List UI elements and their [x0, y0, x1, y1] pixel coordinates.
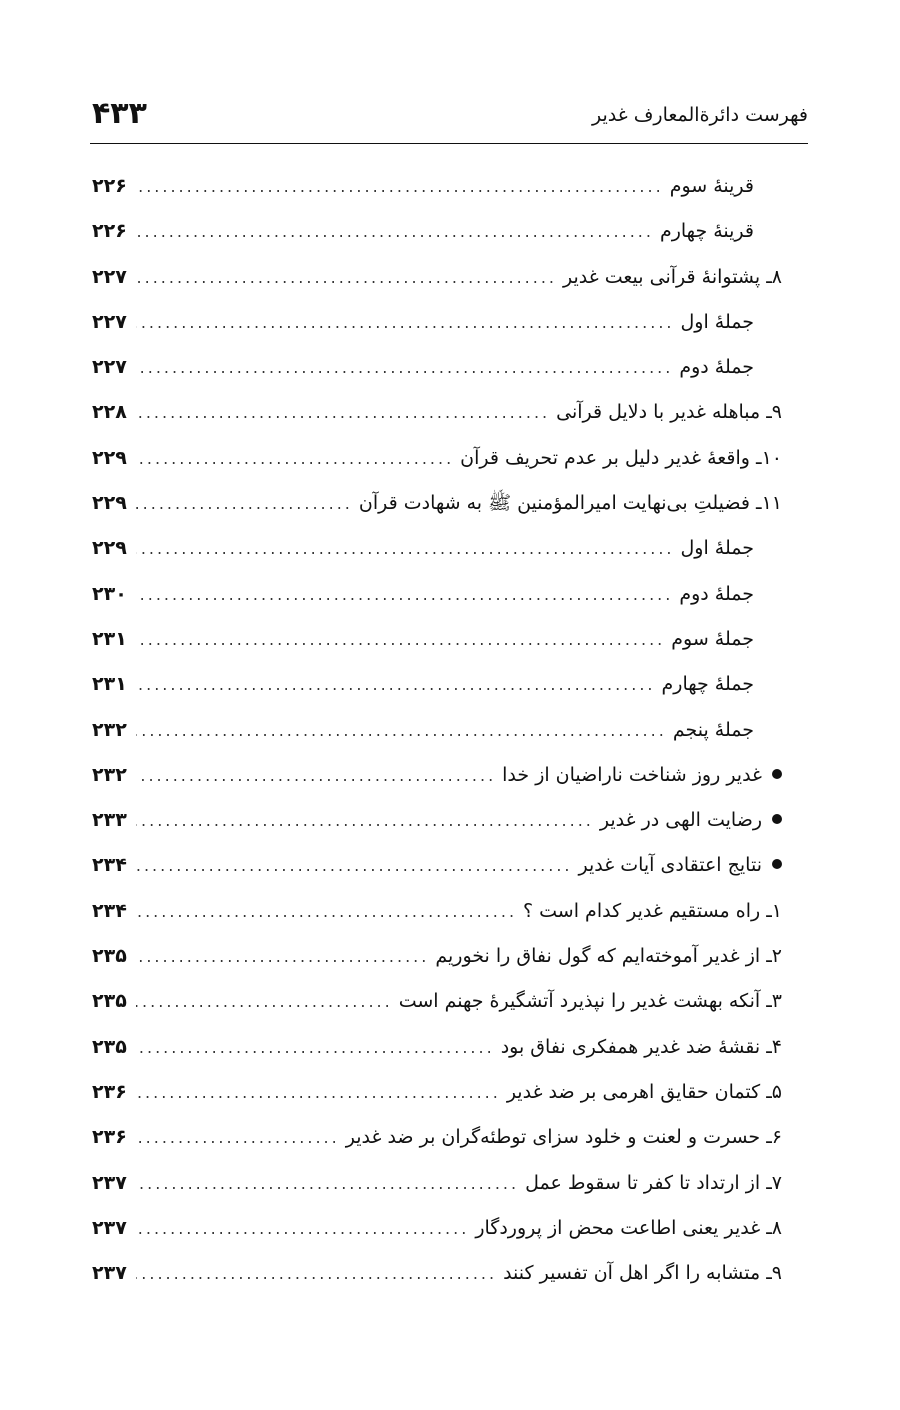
dot-leader	[136, 1025, 495, 1070]
toc-entry-page: ۲۳۵	[92, 1035, 127, 1058]
dot-leader	[136, 843, 573, 888]
toc-entry	[92, 300, 782, 345]
toc-entry-page: ۲۳۷	[92, 1216, 127, 1239]
dot-leader	[136, 526, 674, 571]
toc-entry	[92, 617, 782, 662]
dot-leader	[136, 481, 353, 526]
dot-leader	[136, 572, 673, 617]
toc-entry	[92, 1251, 782, 1296]
dot-leader	[136, 889, 517, 934]
dot-leader	[136, 300, 674, 345]
toc-entry-page: ۲۳۷	[92, 1262, 127, 1285]
toc-entry-page: ۲۳۵	[92, 945, 127, 968]
toc-entry	[92, 481, 782, 526]
toc-entry-page: ۲۲۶	[92, 220, 127, 243]
dot-leader	[136, 345, 673, 390]
toc-entry	[92, 390, 782, 435]
toc-entry-title: جملهٔ دوم	[679, 356, 754, 379]
toc-entry-page: ۲۳۶	[92, 1080, 127, 1103]
toc-entry	[92, 843, 782, 888]
page-header	[92, 96, 808, 140]
toc-entry-page: ۲۳۵	[92, 990, 127, 1013]
toc-entry-title: غدیر روز شناخت ناراضیان از خدا	[502, 763, 762, 786]
toc-entry-page: ۲۳۴	[92, 899, 127, 922]
dot-leader	[136, 1161, 519, 1206]
toc-entry-title: ۱۰ـ واقعهٔ غدیر دلیل بر عدم تحریف قرآن	[460, 446, 782, 469]
toc-entry	[92, 934, 782, 979]
toc-entry	[92, 1115, 782, 1160]
toc-entry-title: ۱ـ راه مستقیم غدیر کدام است ؟	[523, 899, 782, 922]
toc-entry-page: ۲۳۲	[92, 718, 127, 741]
dot-leader	[136, 617, 665, 662]
bullet-icon	[772, 814, 782, 824]
table-of-contents	[92, 164, 782, 1296]
dot-leader	[136, 390, 550, 435]
toc-entry-title: ۶ـ حسرت و لعنت و خلود سزای توطئه‌گران بر ضد غدیر	[345, 1126, 782, 1149]
dot-leader	[136, 934, 429, 979]
dot-leader	[136, 255, 557, 300]
toc-entry-title: ۹ـ متشابه را اگر اهل آن تفسیر کنند	[503, 1262, 782, 1285]
toc-entry	[92, 708, 782, 753]
toc-entry-page: ۲۲۶	[92, 175, 127, 197]
toc-entry-title: جملهٔ اول	[680, 310, 754, 333]
toc-entry-page: ۲۲۹	[92, 446, 127, 469]
toc-entry-page: ۲۳۷	[92, 1171, 127, 1194]
toc-entry	[92, 889, 782, 934]
dot-leader	[136, 436, 454, 481]
toc-entry-title: جملهٔ چهارم	[661, 673, 754, 696]
page-number: ۴۳۳	[92, 96, 147, 131]
toc-entry-page: ۲۲۸	[92, 401, 127, 424]
toc-entry	[92, 164, 782, 209]
toc-entry-title: ۱۱ـ فضیلتِ بی‌نهایت امیرالمؤمنین ﷺ به شهادت قرآن	[358, 492, 782, 515]
dot-leader	[136, 798, 594, 843]
toc-entry	[92, 753, 782, 798]
toc-entry-title: قرینهٔ سوم	[669, 175, 754, 197]
toc-entry-title: جملهٔ پنجم	[672, 718, 754, 741]
dot-leader	[136, 708, 667, 753]
bullet-icon	[772, 859, 782, 869]
toc-entry	[92, 1070, 782, 1115]
running-title: فهرست دائرةالمعارف غدیر	[591, 104, 808, 126]
toc-entry-title: جملهٔ سوم	[671, 627, 754, 650]
toc-entry-title: ۵ـ کتمان حقایق اهرمی بر ضد غدیر	[506, 1080, 782, 1103]
dot-leader	[136, 1251, 497, 1296]
toc-entry	[92, 209, 782, 254]
toc-entry-title: ۲ـ از غدیر آموخته‌ایم که گول نفاق را نخوریم	[435, 945, 782, 968]
toc-entry-page: ۲۲۹	[92, 537, 127, 560]
toc-entry	[92, 979, 782, 1024]
dot-leader	[136, 662, 656, 707]
dot-leader	[136, 164, 664, 209]
toc-entry	[92, 1206, 782, 1251]
toc-entry-title: ۷ـ از ارتداد تا کفر تا سقوط عمل	[525, 1171, 782, 1194]
toc-entry	[92, 526, 782, 571]
toc-entry	[92, 255, 782, 300]
toc-entry-page: ۲۳۶	[92, 1126, 127, 1149]
header-rule	[90, 143, 808, 144]
toc-entry-title: ۹ـ مباهله غدیر با دلایل قرآنی	[556, 401, 782, 424]
toc-entry-page: ۲۲۷	[92, 356, 127, 379]
toc-entry	[92, 345, 782, 390]
toc-entry-page: ۲۳۱	[92, 673, 127, 696]
toc-entry-title: ۸ـ پشتوانهٔ قرآنی بیعت غدیر	[563, 265, 782, 288]
dot-leader	[136, 1115, 340, 1160]
toc-entry	[92, 436, 782, 481]
toc-entry	[92, 798, 782, 843]
toc-entry-title: ۸ـ غدیر یعنی اطاعت محض از پروردگار	[475, 1216, 782, 1239]
toc-entry-page: ۲۲۷	[92, 310, 127, 333]
toc-entry-page: ۲۳۱	[92, 627, 127, 650]
toc-entry-title: ۳ـ آنکه بهشت غدیر را نپذیرد آتشگیرهٔ جهنم است	[398, 990, 782, 1013]
dot-leader	[136, 209, 654, 254]
toc-entry-title: ۴ـ نقشهٔ ضد غدیر همفکری نفاق بود	[500, 1035, 782, 1058]
toc-entry	[92, 662, 782, 707]
toc-entry-title: رضایت الهی در غدیر	[599, 809, 762, 832]
toc-entry-page: ۲۲۷	[92, 265, 127, 288]
toc-entry	[92, 572, 782, 617]
dot-leader	[136, 1206, 469, 1251]
bullet-icon	[772, 769, 782, 779]
toc-entry-title: قرینهٔ چهارم	[659, 220, 754, 243]
toc-entry	[92, 1025, 782, 1070]
dot-leader	[136, 753, 496, 798]
toc-entry-title: جملهٔ اول	[680, 537, 754, 560]
toc-entry-page: ۲۳۴	[92, 854, 127, 877]
dot-leader	[136, 979, 393, 1024]
toc-entry-page: ۲۲۹	[92, 492, 127, 515]
toc-entry-title: جملهٔ دوم	[679, 582, 754, 605]
toc-entry-page: ۲۳۰	[92, 582, 127, 605]
toc-entry-title: نتایج اعتقادی آیات غدیر	[578, 854, 762, 877]
toc-entry-page: ۲۳۲	[92, 763, 127, 786]
toc-entry	[92, 1161, 782, 1206]
toc-entry-page: ۲۳۳	[92, 809, 127, 832]
dot-leader	[136, 1070, 501, 1115]
